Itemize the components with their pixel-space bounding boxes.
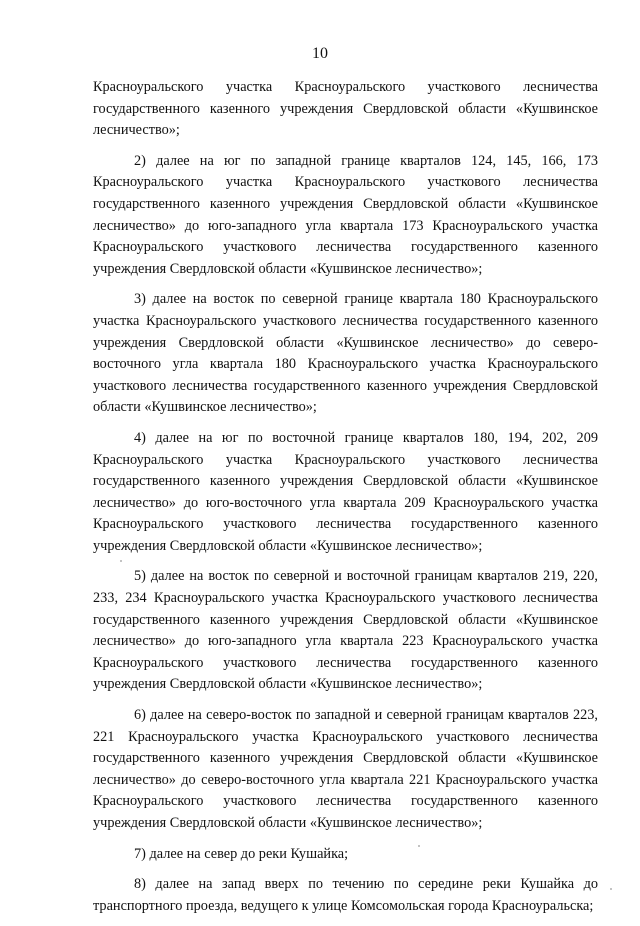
scan-speck (610, 888, 612, 890)
paragraph-item-3: 3) далее на восток по северной границе квартала 180 Красноуральского участка Красноуральского участкового лесничества государственного казенного учреждения Свердловской области «Кушвинское лесничество» до северо-восточного угла квартала 180 Красноуральского участка Красноуральского участкового лесничества государственного казенного учреждения Свердловской области «Кушвинское лесничество»; (93, 291, 598, 416)
paragraph-item-5: 5) далее на восток по северной и восточной границам кварталов 219, 220, 233, 234 Красноуральского участка Красноуральского участкового лесничества государственного казенного учреждения Свердловской области «Кушвинское лесничество» до юго-западного угла квартала 223 Красноуральского участка Красноуральского участкового лесничества государственного казенного учреждения Свердловской области «Кушвинское лесничество»; (93, 568, 598, 693)
document-body (93, 77, 598, 926)
paragraph-item-7: 7) далее на север до реки Кушайка; (134, 845, 349, 862)
page-number: 10 (312, 45, 328, 62)
paragraph-item-2: 2) далее на юг по западной границе кварталов 124, 145, 166, 173 Красноуральского участка Красноуральского участкового лесничества государственного казенного учреждения Свердловской области «Кушвинское лесничество» до юго-западного угла квартала 173 Красноуральского участка Красноуральского участкового лесничества государственного казенного учреждения Свердловской области «Кушвинское лесничество»; (93, 152, 598, 277)
paragraph-item-4: 4) далее на юг по восточной границе кварталов 180, 194, 202, 209 Красноуральского участка Красноуральского участкового лесничества государственного казенного учреждения Свердловской области «Кушвинское лесничество» до юго-восточного угла квартала 209 Красноуральского участка Красноуральского участкового лесничества государственного казенного учреждения Свердловской области «Кушвинское лесничество»; (93, 429, 598, 554)
paragraph-continuation: Красноуральского участка Красноуральского участкового лесничества государственного казенного учреждения Свердловской области «Кушвинское лесничество»; (93, 79, 598, 139)
scan-speck (418, 845, 420, 847)
scan-speck (120, 560, 122, 562)
paragraph-item-8: 8) далее на запад вверх по течению по середине реки Кушайка до транспортного проезда, ведущего к улице Комсомольская города Красноуральска; (93, 876, 598, 914)
paragraph-item-6: 6) далее на северо-восток по западной и северной границам кварталов 223, 221 Красноуральского участка Красноуральского участкового лесничества государственного казенного учреждения Свердловской области «Кушвинское лесничество» до северо-восточного угла квартала 221 Красноуральского участка Красноуральского участкового лесничества государственного казенного учреждения Свердловской области «Кушвинское лесничество»; (93, 707, 598, 831)
